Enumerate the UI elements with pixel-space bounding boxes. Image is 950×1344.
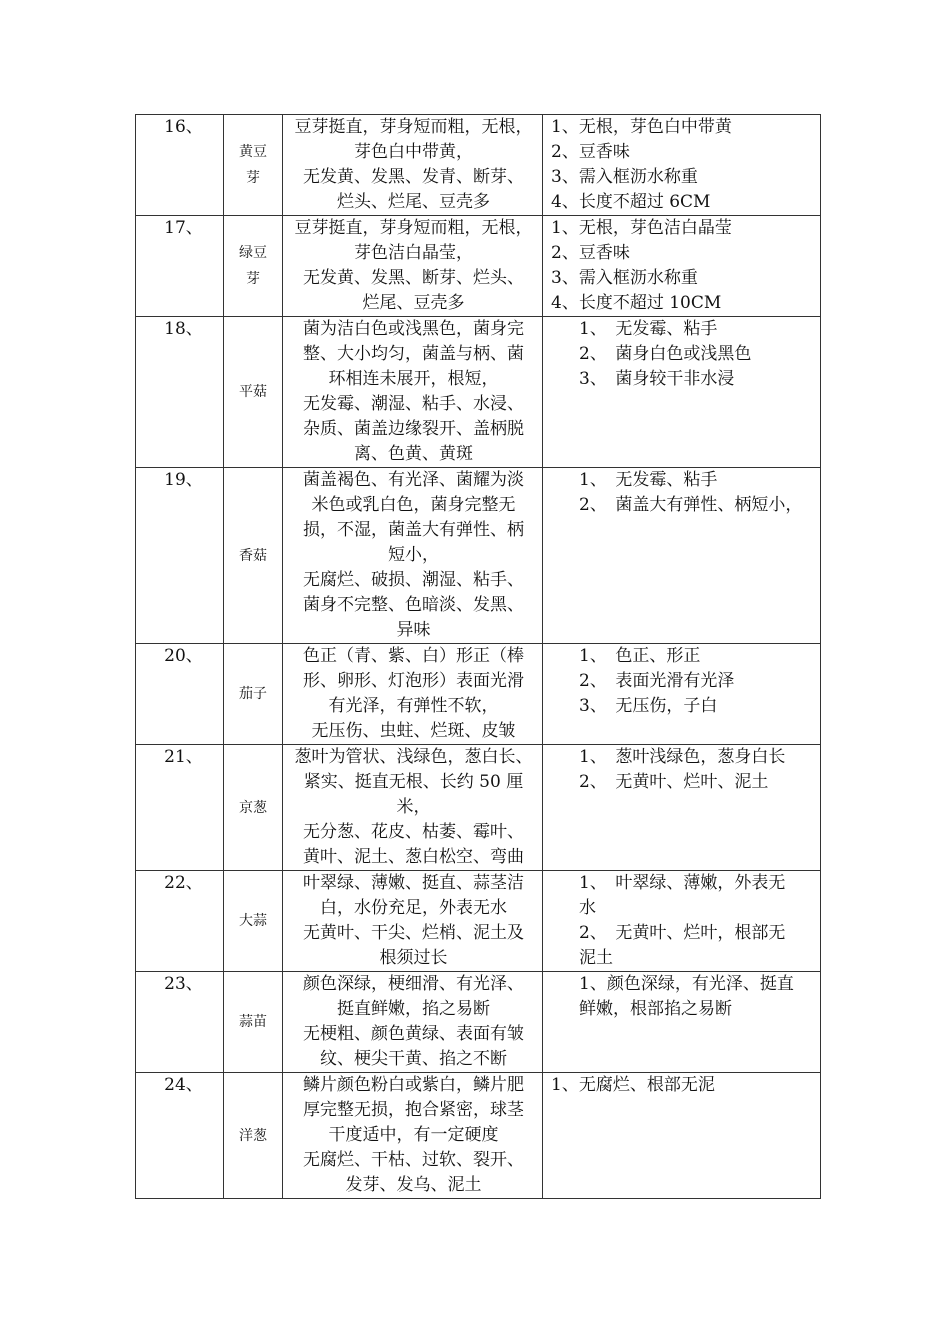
vegetable-name-cell — [224, 216, 283, 317]
quality-standard-line: 无腐烂、破损、潮湿、粘手、 — [303, 570, 524, 590]
row-number: 20、 — [136, 644, 224, 745]
acceptance-criteria-line: 3、需入框沥水称重 — [551, 268, 698, 288]
acceptance-criteria-line: 水 — [579, 898, 596, 918]
quality-standard-line: 离、色黄、黄斑 — [354, 444, 473, 464]
acceptance-criteria-line: 2、 菌盖大有弹性、柄短小， — [579, 495, 803, 515]
quality-standard-cell — [283, 1073, 543, 1199]
acceptance-criteria-cell — [543, 745, 821, 871]
quality-standard-line: 厚完整无损，抱合紧密，球茎 — [303, 1100, 524, 1120]
vegetable-name: 平菇 — [239, 384, 267, 400]
table-row — [136, 972, 821, 1073]
acceptance-criteria-cell — [543, 972, 821, 1073]
acceptance-criteria-line: 4、长度不超过 6CM — [551, 192, 711, 212]
quality-standard-line: 无发黄、发黑、断芽、烂头、 — [303, 268, 524, 288]
quality-standard-cell — [283, 115, 543, 216]
row-number: 23、 — [136, 972, 224, 1073]
quality-standard-line: 芽色白中带黄， — [354, 142, 473, 162]
quality-standard-line: 烂尾、豆壳多 — [362, 293, 465, 313]
vegetable-name: 大蒜 — [239, 913, 267, 929]
table-body — [136, 115, 821, 1199]
acceptance-criteria-line: 1、 叶翠绿、薄嫩，外表无 — [579, 873, 786, 893]
quality-standard-line: 环相连未展开，根短， — [328, 369, 499, 389]
quality-standard-line: 菌身不完整、色暗淡、发黑、 — [303, 595, 524, 615]
vegetable-name-cell — [224, 745, 283, 871]
vegetable-name: 茄子 — [239, 686, 267, 702]
vegetable-name-cell — [224, 972, 283, 1073]
vegetable-name: 黄豆 — [239, 144, 267, 160]
acceptance-criteria-line: 1、无根，芽色洁白晶莹 — [551, 218, 732, 238]
acceptance-criteria-line: 2、 菌身白色或浅黑色 — [579, 344, 752, 364]
row-number: 17、 — [136, 216, 224, 317]
table-row — [136, 216, 821, 317]
vegetable-name-cell — [224, 644, 283, 745]
acceptance-criteria-line: 3、 无压伤，子白 — [579, 696, 718, 716]
quality-standard-line: 鳞片颜色粉白或紫白，鳞片肥 — [303, 1075, 524, 1095]
row-number: 19、 — [136, 468, 224, 644]
acceptance-criteria-line: 2、 无黄叶、烂叶、泥土 — [579, 772, 769, 792]
quality-standard-line: 白，水份充足，外表无水 — [320, 898, 507, 918]
vegetable-name: 洋葱 — [239, 1127, 267, 1144]
acceptance-criteria-line: 3、 菌身较干非水浸 — [579, 369, 735, 389]
quality-standard-line: 米， — [396, 797, 431, 817]
acceptance-criteria-line: 泥土 — [579, 948, 613, 968]
quality-standard-cell — [283, 972, 543, 1073]
quality-standard-line: 无分葱、花皮、枯萎、霉叶、 — [303, 822, 524, 842]
acceptance-criteria-line: 1、 色正、形正 — [579, 646, 701, 666]
acceptance-criteria-cell — [543, 644, 821, 745]
table-row — [136, 468, 821, 644]
table-row — [136, 745, 821, 871]
acceptance-criteria-line: 2、 表面光滑有光泽 — [579, 671, 735, 691]
acceptance-criteria-line: 鲜嫩，根部掐之易断 — [579, 999, 732, 1019]
acceptance-criteria-cell — [543, 317, 821, 468]
quality-standard-line: 豆芽挺直，芽身短而粗，无根， — [294, 117, 533, 137]
quality-standard-cell — [283, 644, 543, 745]
acceptance-criteria-cell — [543, 871, 821, 972]
table-row — [136, 317, 821, 468]
quality-standard-line: 叶翠绿、薄嫩、挺直、蒜茎洁 — [303, 873, 524, 893]
acceptance-criteria-line: 1、无腐烂、根部无泥 — [551, 1075, 715, 1095]
acceptance-criteria-cell — [543, 115, 821, 216]
vegetable-name-cell — [224, 468, 283, 644]
quality-standard-line: 黄叶、泥土、葱白松空、弯曲 — [303, 847, 524, 867]
table-row — [136, 871, 821, 972]
quality-standard-cell — [283, 317, 543, 468]
row-number: 24、 — [136, 1073, 224, 1199]
vegetable-spec-table — [135, 114, 821, 1199]
quality-standard-cell — [283, 216, 543, 317]
quality-standard-line: 米色或乳白色，菌身完整无 — [311, 495, 516, 515]
table-row — [136, 1073, 821, 1199]
row-number: 22、 — [136, 871, 224, 972]
acceptance-criteria-line: 1、 无发霉、粘手 — [579, 470, 718, 490]
vegetable-name-cell — [224, 1073, 283, 1199]
acceptance-criteria-line: 1、无根，芽色白中带黄 — [551, 117, 732, 137]
acceptance-criteria-line: 1、 无发霉、粘手 — [579, 319, 718, 339]
quality-standard-cell — [283, 468, 543, 644]
quality-standard-line: 豆芽挺直，芽身短而粗，无根， — [294, 218, 533, 238]
row-number: 16、 — [136, 115, 224, 216]
quality-standard-line: 发芽、发乌、泥土 — [345, 1175, 482, 1195]
quality-standard-line: 整、大小均匀，菌盖与柄、菌 — [303, 344, 524, 364]
table-row — [136, 644, 821, 745]
acceptance-criteria-line: 4、长度不超过 10CM — [551, 293, 722, 313]
quality-standard-line: 色正（青、紫、白）形正（棒 — [303, 646, 524, 666]
table-row — [136, 115, 821, 216]
vegetable-name: 香菇 — [239, 547, 267, 564]
quality-standard-line: 异味 — [396, 620, 431, 640]
acceptance-criteria-cell — [543, 468, 821, 644]
quality-standard-cell — [283, 871, 543, 972]
acceptance-criteria-cell — [543, 216, 821, 317]
quality-standard-line: 菌盖褐色、有光泽、菌耀为淡 — [303, 470, 524, 490]
vegetable-name: 京葱 — [239, 799, 267, 816]
acceptance-criteria-line: 1、颜色深绿，有光泽、挺直 — [579, 974, 794, 994]
quality-standard-line: 菌为洁白色或浅黑色，菌身完 — [303, 319, 524, 339]
quality-standard-line: 短小， — [388, 545, 439, 565]
quality-standard-line: 干度适中，有一定硬度 — [328, 1125, 499, 1145]
quality-standard-line: 紧实、挺直无根、长约 50 厘 — [303, 772, 524, 792]
quality-standard-line: 纹、梗尖干黄、掐之不断 — [320, 1049, 507, 1069]
vegetable-name: 绿豆 — [239, 245, 267, 261]
quality-standard-line: 葱叶为管状、浅绿色，葱白长、 — [294, 747, 533, 767]
quality-standard-line: 形、卵形、灯泡形）表面光滑 — [303, 671, 524, 691]
quality-standard-line: 芽色洁白晶莹， — [354, 243, 473, 263]
vegetable-name-cell — [224, 317, 283, 468]
vegetable-name-cell — [224, 115, 283, 216]
acceptance-criteria-line: 3、需入框沥水称重 — [551, 167, 698, 187]
quality-standard-line: 无梗粗、颜色黄绿、表面有皱 — [303, 1024, 524, 1044]
quality-standard-line: 挺直鲜嫩，掐之易断 — [337, 999, 490, 1019]
vegetable-name: 蒜苗 — [239, 1014, 267, 1030]
row-number: 18、 — [136, 317, 224, 468]
quality-standard-line: 无黄叶、干尖、烂梢、泥土及 — [303, 923, 524, 943]
quality-standard-line: 烂头、烂尾、豆壳多 — [337, 192, 490, 212]
acceptance-criteria-line: 2、豆香味 — [551, 142, 630, 162]
acceptance-criteria-line: 1、 葱叶浅绿色，葱身白长 — [579, 747, 786, 767]
quality-standard-line: 损，不湿，菌盖大有弹性、柄 — [303, 520, 524, 540]
quality-standard-cell — [283, 745, 543, 871]
quality-standard-line: 无压伤、虫蛀、烂斑、皮皱 — [311, 721, 516, 741]
quality-standard-line: 无腐烂、干枯、过软、裂开、 — [303, 1150, 524, 1170]
quality-standard-line: 无发霉、潮湿、粘手、水浸、 — [303, 394, 524, 414]
quality-standard-line: 根须过长 — [379, 948, 448, 968]
quality-standard-line: 有光泽，有弹性不软， — [328, 696, 499, 716]
acceptance-criteria-cell — [543, 1073, 821, 1199]
quality-standard-line: 杂质、菌盖边缘裂开、盖柄脱 — [303, 419, 524, 439]
acceptance-criteria-line: 2、豆香味 — [551, 243, 630, 263]
vegetable-name: 芽 — [246, 170, 260, 186]
row-number: 21、 — [136, 745, 224, 871]
quality-standard-line: 无发黄、发黑、发青、断芽、 — [303, 167, 524, 187]
vegetable-name-cell — [224, 871, 283, 972]
vegetable-name: 芽 — [246, 271, 260, 287]
quality-standard-line: 颜色深绿，梗细滑、有光泽、 — [303, 974, 524, 994]
acceptance-criteria-line: 2、 无黄叶、烂叶，根部无 — [579, 923, 786, 943]
